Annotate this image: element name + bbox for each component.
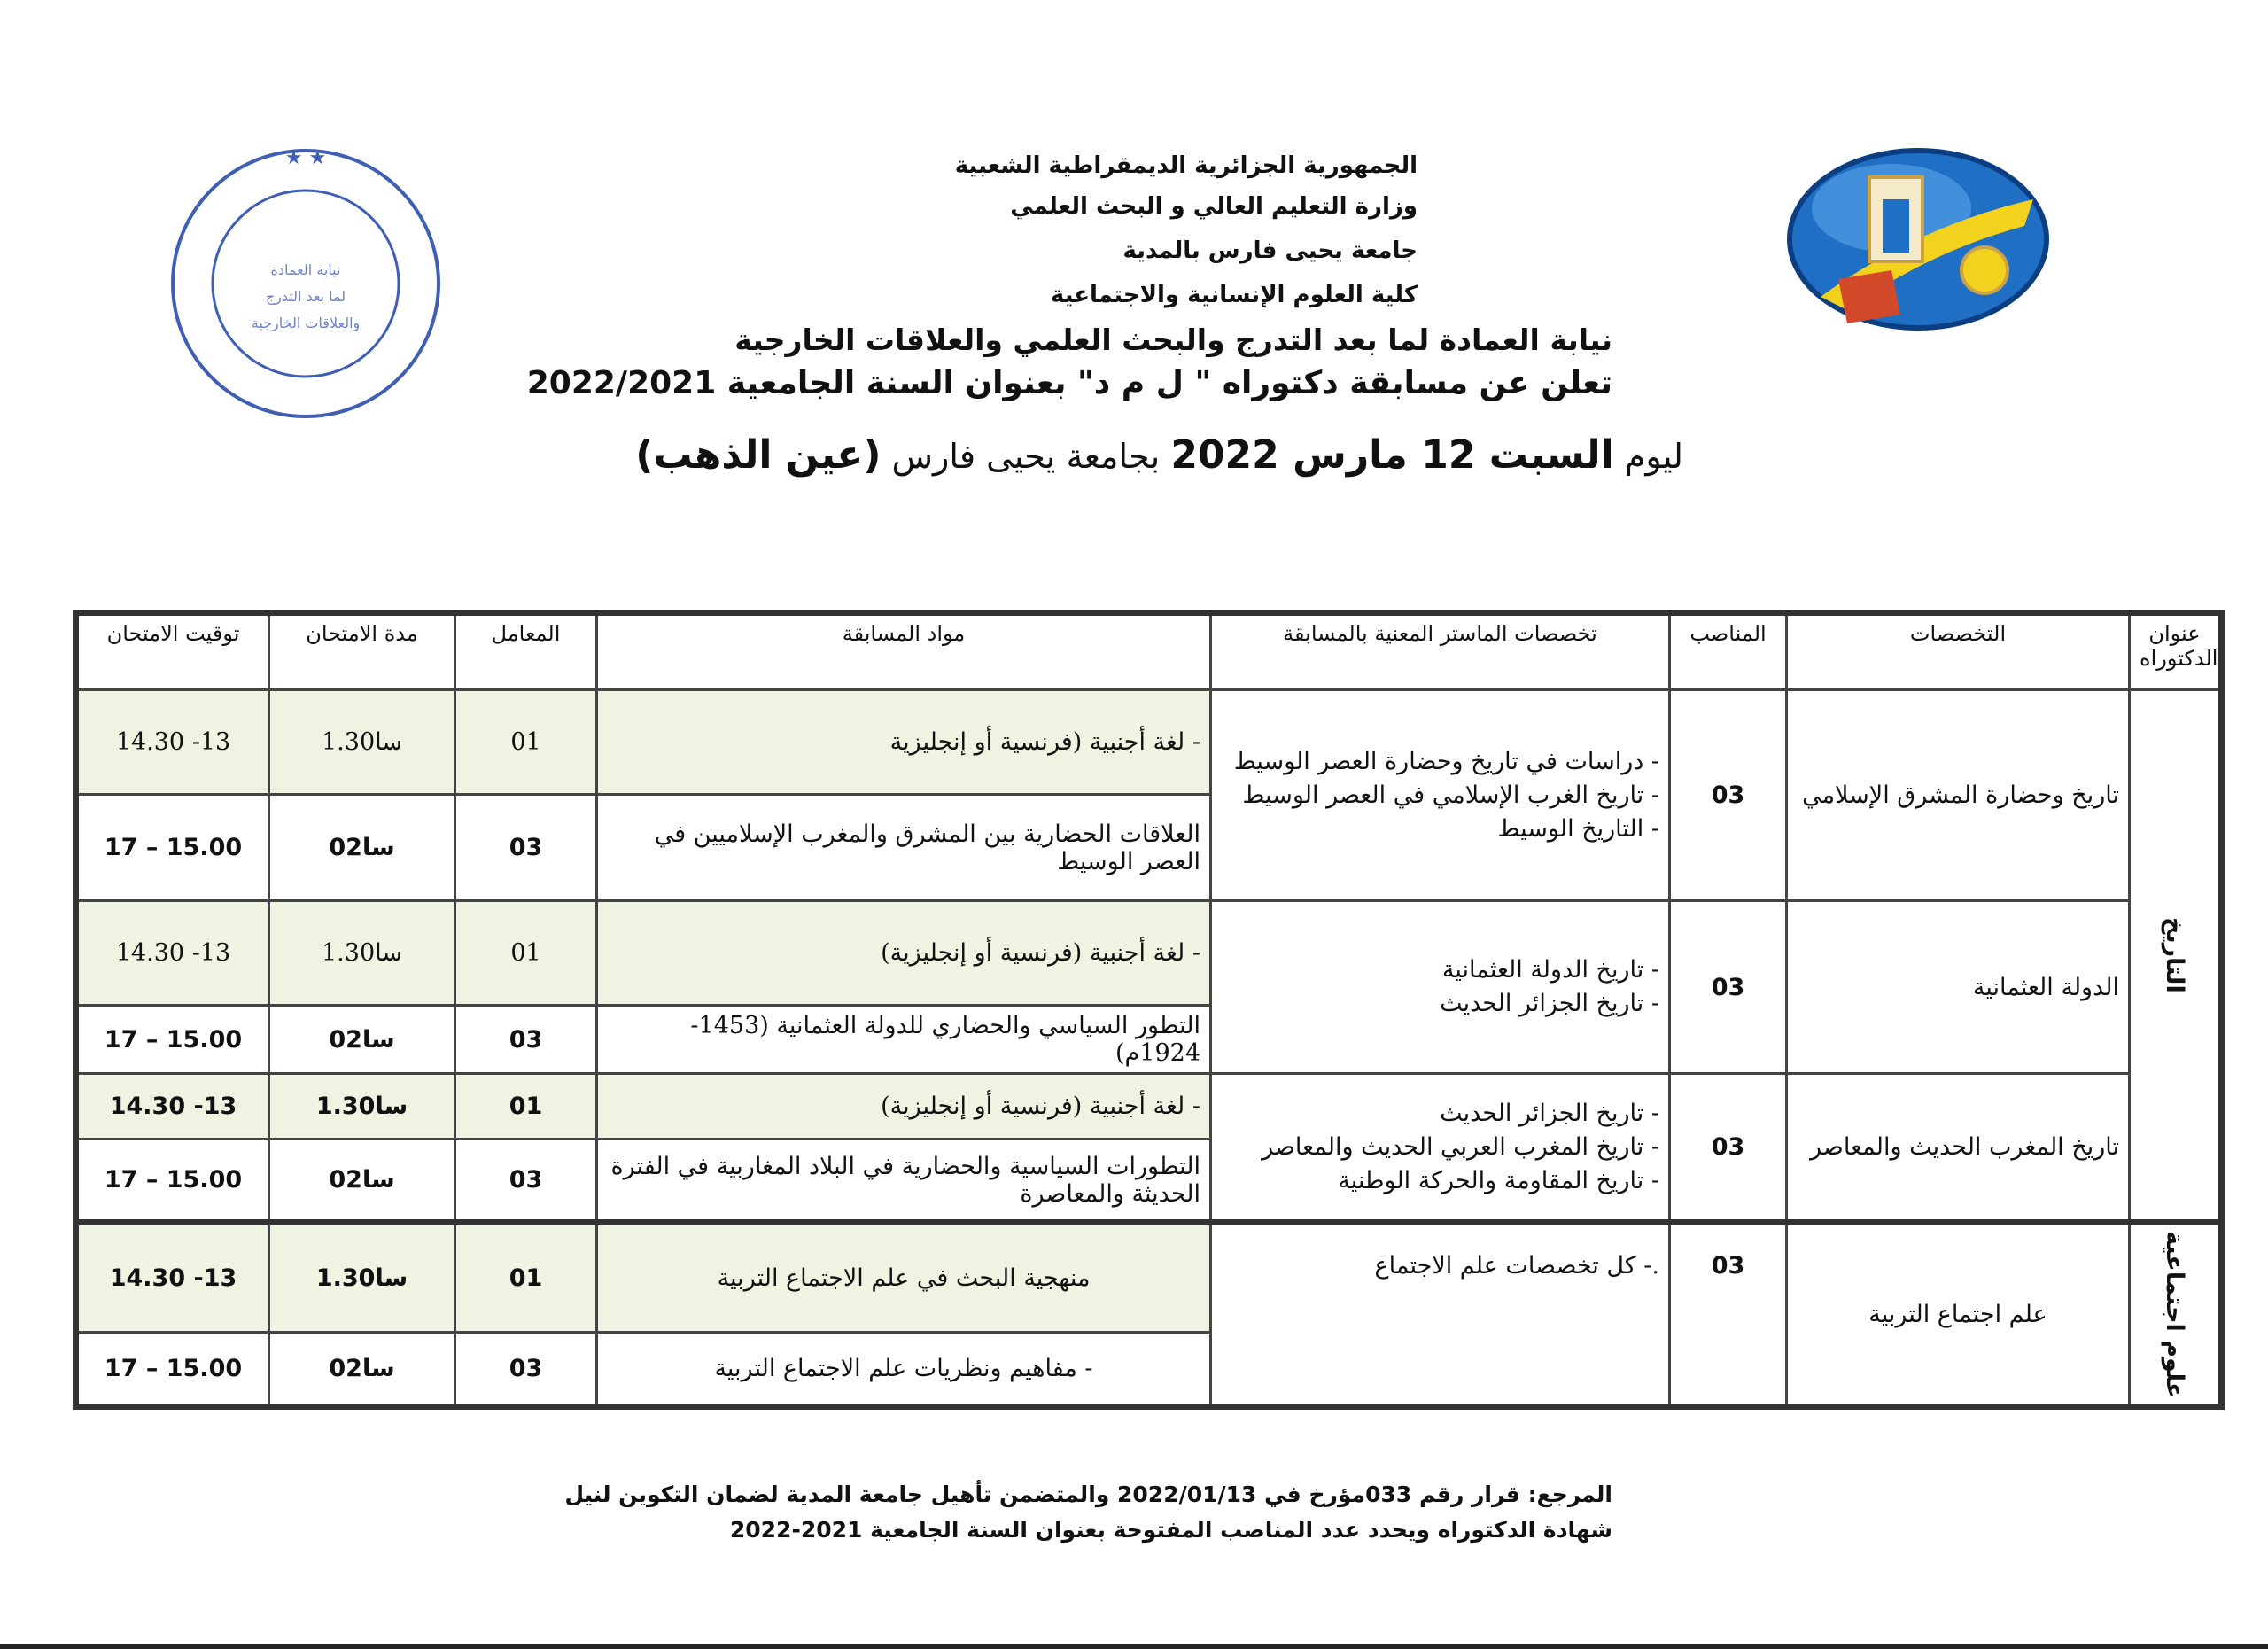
date-prefix: ليوم xyxy=(1624,437,1683,476)
exam-duration: 1.30سا xyxy=(269,690,455,795)
master-item: - تاريخ المقاومة والحركة الوطنية xyxy=(1221,1164,1659,1198)
specialty-name: تاريخ وحضارة المشرق الإسلامي xyxy=(1787,690,2130,901)
exam-time: 17 – 15.00 xyxy=(76,1006,269,1074)
master-item: - التاريخ الوسيط xyxy=(1221,813,1659,846)
master-item: - تاريخ الجزائر الحديث xyxy=(1221,1097,1659,1131)
exam-subject: منهجية البحث في علم الاجتماع التربية xyxy=(597,1223,1211,1333)
exam-coef: 03 xyxy=(455,1006,597,1074)
master-item: - تاريخ الغرب الإسلامي في العصر الوسيط xyxy=(1221,779,1659,813)
exam-subject: - مفاهيم ونظريات علم الاجتماع التربية xyxy=(597,1332,1211,1407)
exam-coef: 03 xyxy=(455,1332,597,1407)
exam-duration: 1.30سا xyxy=(269,1074,455,1140)
exam-time: 14.30 -13 xyxy=(76,690,269,795)
exam-subject: - لغة أجنبية (فرنسية أو إنجليزية) xyxy=(597,901,1211,1006)
header-subjects: مواد المسابقة xyxy=(597,613,1211,690)
exam-coef: 01 xyxy=(455,690,597,795)
group-social-sciences: علوم اجتماعية xyxy=(2130,1223,2222,1407)
exam-subject: - لغة أجنبية (فرنسية أو إنجليزية) xyxy=(597,1074,1211,1140)
exam-time: 14.30 -13 xyxy=(76,1223,269,1333)
masters-cell: .- كل تخصصات علم الاجتماع xyxy=(1211,1223,1670,1407)
svg-text:والعلاقات الخارجية: والعلاقات الخارجية xyxy=(251,315,361,331)
header-duration: مدة الامتحان xyxy=(269,613,455,690)
group-history: التاريخ xyxy=(2130,690,2222,1223)
exam-time: 14.30 -13 xyxy=(76,1074,269,1140)
exam-date-line xyxy=(567,432,1683,478)
positions-count: 03 xyxy=(1670,901,1787,1074)
svg-text:نيابة العمادة: نيابة العمادة xyxy=(270,261,341,278)
svg-text:لما بعد التدرج: لما بعد التدرج xyxy=(265,288,346,305)
bottom-rule xyxy=(0,1644,2268,1649)
exam-coef: 01 xyxy=(455,1074,597,1140)
footer-note: شهادة الدكتوراه ويحدد عدد المناصب المفتوحة بعنوان السنة الجامعية 2021-2022 xyxy=(729,1517,1612,1543)
header-time: توقيت الامتحان xyxy=(76,613,269,690)
table-header-row xyxy=(76,613,2222,690)
exam-subject: التطورات السياسية والحضارية في البلاد المغاربية في الفترة الحديثة والمعاصرة xyxy=(597,1140,1211,1223)
exam-time: 17 – 15.00 xyxy=(76,1332,269,1407)
exam-coef: 03 xyxy=(455,795,597,901)
exam-duration: 02سا xyxy=(269,1006,455,1074)
master-item: - تاريخ الدولة العثمانية xyxy=(1221,953,1659,987)
header-republic: الجمهورية الجزائرية الديمقراطية الشعبية xyxy=(954,152,1418,179)
date-venue: بجامعة يحيى فارس xyxy=(891,437,1161,476)
exam-duration: 02سا xyxy=(269,795,455,901)
specialty-name: علم اجتماع التربية xyxy=(1787,1223,2130,1407)
header-coef: المعامل xyxy=(455,613,597,690)
exam-time: 14.30 -13 xyxy=(76,901,269,1006)
positions-count: 03 xyxy=(1670,690,1787,901)
table-row xyxy=(76,690,2222,795)
exam-subject: التطور السياسي والحضاري للدولة العثمانية (1453-1924م) xyxy=(597,1006,1211,1074)
table-row xyxy=(76,1223,2222,1333)
header-announcement: تعلن عن مسابقة دكتوراه " ل م د" بعنوان السنة الجامعية 2022/2021 xyxy=(526,365,1612,401)
masters-cell xyxy=(1211,901,1670,1074)
header-vice-deanship: نيابة العمادة لما بعد التدرج والبحث العلمي والعلاقات الخارجية xyxy=(734,323,1612,357)
exam-subject: - لغة أجنبية (فرنسية أو إنجليزية xyxy=(597,690,1211,795)
exam-duration: 1.30سا xyxy=(269,901,455,1006)
footer-reference: المرجع: قرار رقم 033مؤرخ في 2022/01/13 والمتضمن تأهيل جامعة المدية لضمان التكوين لنيل xyxy=(564,1482,1612,1507)
specialty-name: تاريخ المغرب الحديث والمعاصر xyxy=(1787,1074,2130,1223)
header-doctorate: عنوان الدكتوراه xyxy=(2130,613,2222,690)
date-bold: السبت 12 مارس 2022 xyxy=(1170,432,1614,478)
master-item: - تاريخ المغرب العربي الحديث والمعاصر xyxy=(1221,1131,1659,1164)
university-logo xyxy=(1785,146,2051,332)
header-university: جامعة يحيى فارس بالمدية xyxy=(1122,237,1418,264)
exam-time: 17 – 15.00 xyxy=(76,1140,269,1223)
exam-coef: 03 xyxy=(455,1140,597,1223)
master-item: - تاريخ الجزائر الحديث xyxy=(1221,987,1659,1021)
positions-count: 03 xyxy=(1670,1223,1787,1407)
exam-subject: العلاقات الحضارية بين المشرق والمغرب الإسلاميين في العصر الوسيط xyxy=(597,795,1211,901)
masters-cell xyxy=(1211,1074,1670,1223)
table-row xyxy=(76,901,2222,1006)
header-positions: المناصب xyxy=(1670,613,1787,690)
table-row xyxy=(76,1074,2222,1140)
svg-text:★ ★: ★ ★ xyxy=(284,147,327,169)
exam-coef: 01 xyxy=(455,901,597,1006)
official-stamp xyxy=(159,137,452,430)
exam-duration: 02سا xyxy=(269,1332,455,1407)
doctorate-exam-table xyxy=(73,610,2225,1410)
header-specialties: التخصصات xyxy=(1787,613,2130,690)
exam-time: 17 – 15.00 xyxy=(76,795,269,901)
exam-coef: 01 xyxy=(455,1223,597,1333)
masters-cell xyxy=(1211,690,1670,901)
specialty-name: الدولة العثمانية xyxy=(1787,901,2130,1074)
exam-duration: 02سا xyxy=(269,1140,455,1223)
master-item: - دراسات في تاريخ وحضارة العصر الوسيط xyxy=(1221,745,1659,779)
header-ministry: وزارة التعليم العالي و البحث العلمي xyxy=(1010,193,1418,220)
date-place: (عين الذهب) xyxy=(635,432,882,478)
header-masters: تخصصات الماستر المعنية بالمسابقة xyxy=(1211,613,1670,690)
header-faculty: كلية العلوم الإنسانية والاجتماعية xyxy=(1050,282,1418,308)
positions-count: 03 xyxy=(1670,1074,1787,1223)
exam-duration: 1.30سا xyxy=(269,1223,455,1333)
